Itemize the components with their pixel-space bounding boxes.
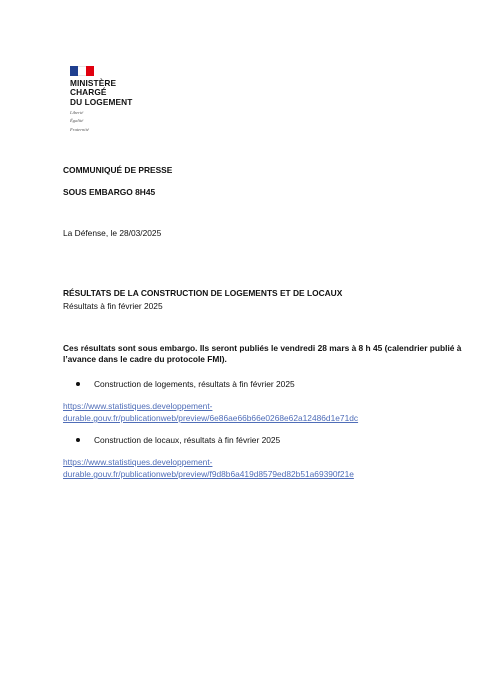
link-line1[interactable]: https://www.statistiques.developpement- (63, 401, 213, 411)
ministry-name-line3: DU LOGEMENT (70, 96, 133, 107)
marianne-flag-icon (70, 66, 94, 76)
locaux-link[interactable] (63, 456, 453, 480)
release-title: RÉSULTATS DE LA CONSTRUCTION DE LOGEMENTS ET DE LOCAUX (63, 288, 343, 298)
link-line1[interactable]: https://www.statistiques.developpement- (63, 457, 213, 467)
motto-liberte: Liberté (70, 109, 84, 115)
ministry-name-line2: CHARGÉ (70, 87, 107, 98)
dateline: La Défense, le 28/03/2025 (63, 228, 162, 238)
link-line2[interactable]: durable.gouv.fr/publicationweb/preview/6e86ae66b66e0268e62a12486d1e71dc (63, 413, 359, 423)
logements-link[interactable] (63, 400, 453, 424)
embargo-note: Ces résultats sont sous embargo. Ils seront publiés le vendredi 28 mars à 8 h 45 (calendrier publié à l’avance dans le cadre du protocole FMI). (63, 343, 462, 365)
list-item-label: Construction de locaux, résultats à fin février 2025 (94, 435, 281, 445)
ministry-name-line1: MINISTÈRE (70, 78, 117, 88)
embargo-heading: SOUS EMBARGO 8H45 (63, 187, 156, 197)
ministry-logo (70, 66, 160, 132)
communique-heading: COMMUNIQUÉ DE PRESSE (63, 165, 173, 175)
link-line2[interactable]: durable.gouv.fr/publicationweb/preview/f9d8b6a419d8579ed82b51a69390f21e (63, 469, 354, 479)
bullet-icon (76, 438, 80, 442)
motto-egalite: Égalité (70, 118, 84, 124)
release-subtitle: Résultats à fin février 2025 (63, 301, 163, 311)
list-item-label: Construction de logements, résultats à fin février 2025 (94, 379, 295, 389)
bullet-icon (76, 382, 80, 386)
motto-fraternite: Fraternité (70, 126, 89, 132)
